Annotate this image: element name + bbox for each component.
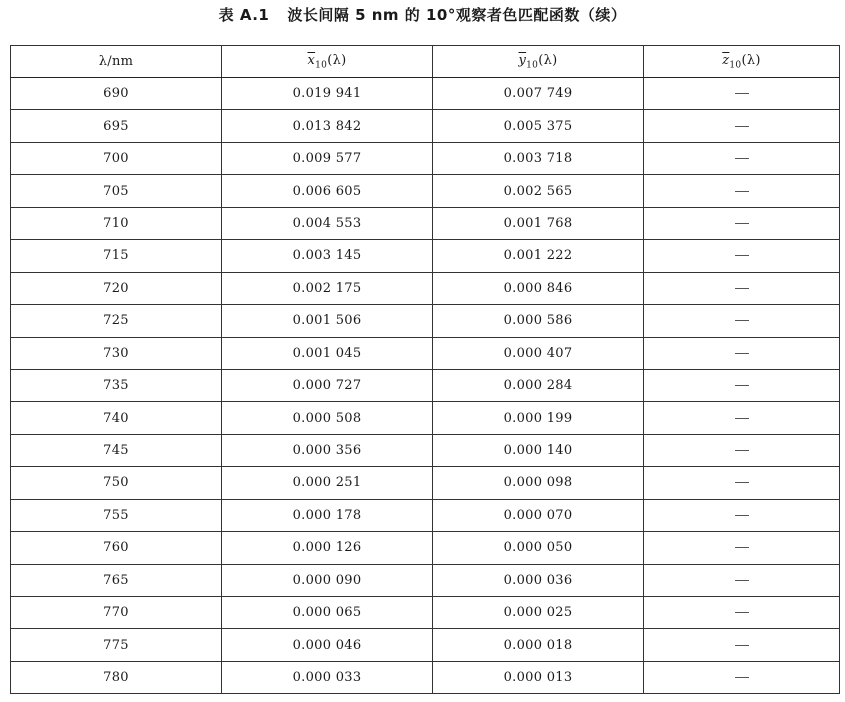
y10-cell: 0.000 025 — [433, 597, 644, 629]
z-bar-letter: $\overline{z}$ — [722, 52, 730, 68]
empty-dash — [735, 515, 749, 516]
table-row — [11, 78, 840, 110]
z10-cell-empty — [644, 207, 840, 239]
empty-dash — [735, 580, 749, 581]
y10-cell: 0.001 768 — [433, 207, 644, 239]
table-row — [11, 597, 840, 629]
table-row — [11, 661, 840, 693]
z10-cell-empty — [644, 402, 840, 434]
empty-dash — [735, 255, 749, 256]
x10-cell: 0.000 251 — [222, 467, 433, 499]
table-row — [11, 402, 840, 434]
x10-cell: 0.009 577 — [222, 142, 433, 174]
wavelength-cell: 690 — [11, 78, 222, 110]
empty-dash — [735, 418, 749, 419]
y10-cell: 0.000 199 — [433, 402, 644, 434]
y10-cell: 0.002 565 — [433, 175, 644, 207]
header-wavelength: λ/nm — [11, 46, 222, 78]
wavelength-cell: 745 — [11, 434, 222, 466]
z10-cell-empty — [644, 337, 840, 369]
empty-dash — [735, 191, 749, 192]
wavelength-cell: 735 — [11, 369, 222, 401]
table-caption — [0, 6, 845, 24]
empty-dash — [735, 288, 749, 289]
wavelength-cell: 780 — [11, 661, 222, 693]
x10-cell: 0.004 553 — [222, 207, 433, 239]
empty-dash — [735, 385, 749, 386]
table-body — [11, 78, 840, 694]
header-row — [11, 46, 840, 78]
wavelength-cell: 740 — [11, 402, 222, 434]
z10-cell-empty — [644, 272, 840, 304]
x10-cell: 0.013 842 — [222, 110, 433, 142]
table-row — [11, 142, 840, 174]
table-row — [11, 467, 840, 499]
table-row — [11, 564, 840, 596]
empty-dash — [735, 612, 749, 613]
x10-cell: 0.002 175 — [222, 272, 433, 304]
x10-cell: 0.006 605 — [222, 175, 433, 207]
y-bar-letter: $\overline{y}$ — [518, 52, 527, 68]
y10-cell: 0.000 284 — [433, 369, 644, 401]
z-subscript: 10 — [729, 60, 742, 71]
table-row — [11, 499, 840, 531]
z10-cell-empty — [644, 369, 840, 401]
y10-cell: 0.000 846 — [433, 272, 644, 304]
x10-cell: 0.001 045 — [222, 337, 433, 369]
x10-cell: 0.000 727 — [222, 369, 433, 401]
empty-dash — [735, 547, 749, 548]
wavelength-cell: 710 — [11, 207, 222, 239]
table-row — [11, 207, 840, 239]
z10-cell-empty — [644, 78, 840, 110]
wavelength-cell: 750 — [11, 467, 222, 499]
empty-dash — [735, 320, 749, 321]
z10-cell-empty — [644, 467, 840, 499]
empty-dash — [735, 645, 749, 646]
z10-cell-empty — [644, 142, 840, 174]
table-title: 波长间隔 5 nm 的 10°观察者色匹配函数（续） — [287, 6, 627, 24]
wavelength-cell: 755 — [11, 499, 222, 531]
x10-cell: 0.000 356 — [222, 434, 433, 466]
header-y10 — [433, 46, 644, 78]
x10-cell: 0.019 941 — [222, 78, 433, 110]
y10-cell: 0.005 375 — [433, 110, 644, 142]
wavelength-cell: 715 — [11, 240, 222, 272]
wavelength-cell: 695 — [11, 110, 222, 142]
wavelength-cell: 770 — [11, 597, 222, 629]
y-subscript: 10 — [526, 60, 539, 71]
wavelength-cell: 765 — [11, 564, 222, 596]
wavelength-cell: 705 — [11, 175, 222, 207]
x10-cell: 0.000 126 — [222, 532, 433, 564]
z10-cell-empty — [644, 499, 840, 531]
wavelength-cell: 725 — [11, 305, 222, 337]
empty-dash — [735, 223, 749, 224]
wavelength-cell: 760 — [11, 532, 222, 564]
x10-cell: 0.000 508 — [222, 402, 433, 434]
table-row — [11, 272, 840, 304]
y10-cell: 0.000 050 — [433, 532, 644, 564]
table-row — [11, 629, 840, 661]
x10-cell: 0.000 178 — [222, 499, 433, 531]
x10-cell: 0.003 145 — [222, 240, 433, 272]
empty-dash — [735, 450, 749, 451]
z10-cell-empty — [644, 532, 840, 564]
y10-cell: 0.000 070 — [433, 499, 644, 531]
header-z10 — [644, 46, 840, 78]
empty-dash — [735, 677, 749, 678]
color-matching-table — [10, 45, 840, 694]
empty-dash — [735, 158, 749, 159]
empty-dash — [735, 482, 749, 483]
z10-cell-empty — [644, 629, 840, 661]
x10-cell: 0.000 065 — [222, 597, 433, 629]
table-row — [11, 532, 840, 564]
table-row — [11, 240, 840, 272]
y10-cell: 0.000 407 — [433, 337, 644, 369]
y10-cell: 0.000 018 — [433, 629, 644, 661]
x-argument: (λ) — [327, 52, 347, 68]
table-row — [11, 305, 840, 337]
table-row — [11, 110, 840, 142]
table-row — [11, 175, 840, 207]
y10-cell: 0.000 036 — [433, 564, 644, 596]
x10-cell: 0.000 090 — [222, 564, 433, 596]
empty-dash — [735, 353, 749, 354]
y10-cell: 0.000 098 — [433, 467, 644, 499]
y10-cell: 0.001 222 — [433, 240, 644, 272]
table-row — [11, 337, 840, 369]
y10-cell: 0.007 749 — [433, 78, 644, 110]
table-row — [11, 434, 840, 466]
z-argument: (λ) — [741, 52, 761, 68]
y-argument: (λ) — [538, 52, 558, 68]
empty-dash — [735, 126, 749, 127]
x-bar-letter: $\overline{x}$ — [307, 52, 316, 68]
y10-cell: 0.000 586 — [433, 305, 644, 337]
table-number: 表 A.1 — [218, 6, 270, 24]
y10-cell: 0.003 718 — [433, 142, 644, 174]
wavelength-cell: 775 — [11, 629, 222, 661]
y10-cell: 0.000 140 — [433, 434, 644, 466]
z10-cell-empty — [644, 434, 840, 466]
z10-cell-empty — [644, 175, 840, 207]
wavelength-cell: 730 — [11, 337, 222, 369]
z10-cell-empty — [644, 661, 840, 693]
z10-cell-empty — [644, 240, 840, 272]
x10-cell: 0.000 046 — [222, 629, 433, 661]
table-row — [11, 369, 840, 401]
y10-cell: 0.000 013 — [433, 661, 644, 693]
z10-cell-empty — [644, 597, 840, 629]
empty-dash — [735, 93, 749, 94]
x-subscript: 10 — [315, 60, 328, 71]
x10-cell: 0.000 033 — [222, 661, 433, 693]
z10-cell-empty — [644, 564, 840, 596]
z10-cell-empty — [644, 110, 840, 142]
wavelength-cell: 720 — [11, 272, 222, 304]
x10-cell: 0.001 506 — [222, 305, 433, 337]
wavelength-cell: 700 — [11, 142, 222, 174]
header-x10 — [222, 46, 433, 78]
z10-cell-empty — [644, 305, 840, 337]
